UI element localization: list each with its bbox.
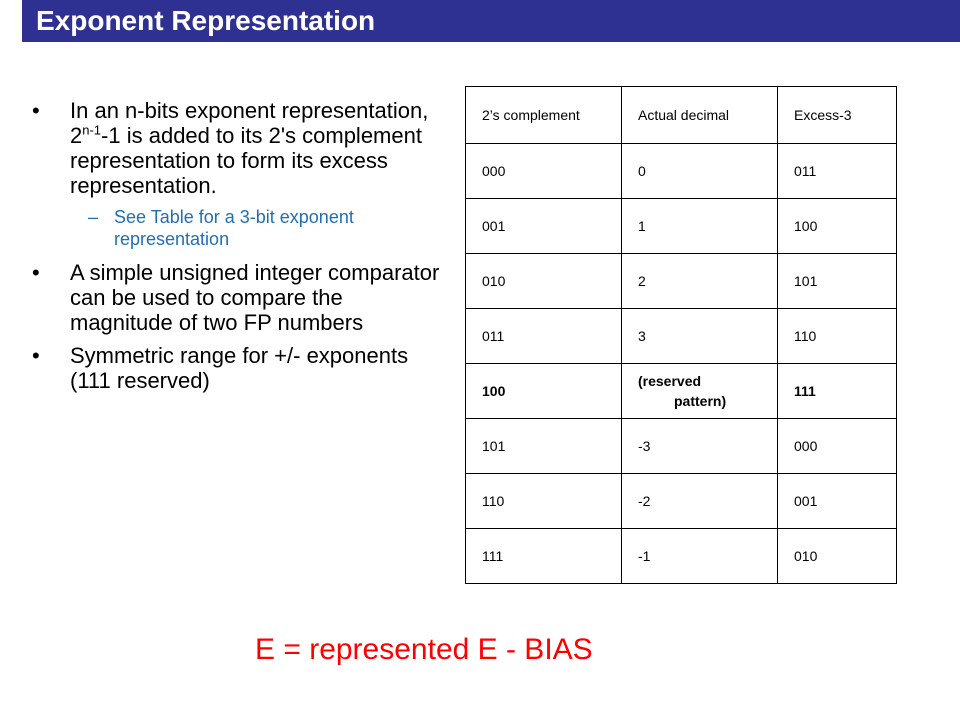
bullet-list <box>30 98 440 401</box>
table-cell: -3 <box>622 419 778 474</box>
table-cell: -1 <box>622 529 778 584</box>
table-cell: -2 <box>622 474 778 529</box>
table-header-cell: 2’s complement <box>466 87 622 144</box>
bullet-1-text-part1: In an n-bits exponent representation, 2 <box>70 98 429 148</box>
table-row-reserved <box>466 364 897 419</box>
table-cell: 110 <box>778 309 897 364</box>
table-header-cell: Excess-3 <box>778 87 897 144</box>
bullet-dot-icon: • <box>32 98 40 123</box>
table-row <box>466 529 897 584</box>
bullet-1-superscript: n-1 <box>82 122 102 138</box>
table-cell: 3 <box>622 309 778 364</box>
table-cell: 1 <box>622 199 778 254</box>
sub-bullet-dash-icon: – <box>88 207 99 227</box>
sub-bullet-1-text: See Table for a 3-bit exponent representation <box>114 207 354 249</box>
title-bar-accent <box>0 0 22 42</box>
bullet-dot-icon: • <box>32 260 40 285</box>
table-row <box>466 199 897 254</box>
bullet-item-2 <box>30 260 440 335</box>
table-row <box>466 474 897 529</box>
page-title: Exponent Representation <box>36 5 376 36</box>
bullet-2-text: A simple unsigned integer comparator can be used to compare the magnitude of two FP numbers <box>70 260 440 335</box>
table-cell: 000 <box>778 419 897 474</box>
bullet-3-text: Symmetric range for +/- exponents (111 reserved) <box>70 343 409 393</box>
table-cell: 111 <box>466 529 622 584</box>
table-row <box>466 254 897 309</box>
table-header-row <box>466 87 897 144</box>
bullet-dot-icon: • <box>32 343 40 368</box>
table-cell: 011 <box>466 309 622 364</box>
table-row <box>466 309 897 364</box>
table-cell: 111 <box>778 364 897 419</box>
table-header-cell: Actual decimal <box>622 87 778 144</box>
table-cell: 2 <box>622 254 778 309</box>
table-cell: 0 <box>622 144 778 199</box>
reserved-line-1: (reserved <box>638 373 702 389</box>
bullet-item-1 <box>30 98 440 198</box>
exponent-table <box>465 86 897 584</box>
table-row <box>466 419 897 474</box>
table-cell: 010 <box>466 254 622 309</box>
bias-formula: E = represented E - BIAS <box>255 633 593 666</box>
reserved-line-2: pattern) <box>674 393 727 409</box>
table-cell: 101 <box>778 254 897 309</box>
bullet-item-3 <box>30 343 440 393</box>
table-row <box>466 144 897 199</box>
sub-bullet-item-1 <box>30 206 440 250</box>
bullet-1-text-part2: -1 is added to its 2's complement representation to form its excess representation. <box>70 123 422 198</box>
table-cell: 101 <box>466 419 622 474</box>
table-cell: 100 <box>466 364 622 419</box>
table-cell-reserved <box>622 364 778 419</box>
table-cell: 011 <box>778 144 897 199</box>
table-cell: 001 <box>466 199 622 254</box>
table-cell: 000 <box>466 144 622 199</box>
table-cell: 100 <box>778 199 897 254</box>
table-cell: 001 <box>778 474 897 529</box>
table-cell: 010 <box>778 529 897 584</box>
title-bar <box>0 0 960 42</box>
table-cell: 110 <box>466 474 622 529</box>
